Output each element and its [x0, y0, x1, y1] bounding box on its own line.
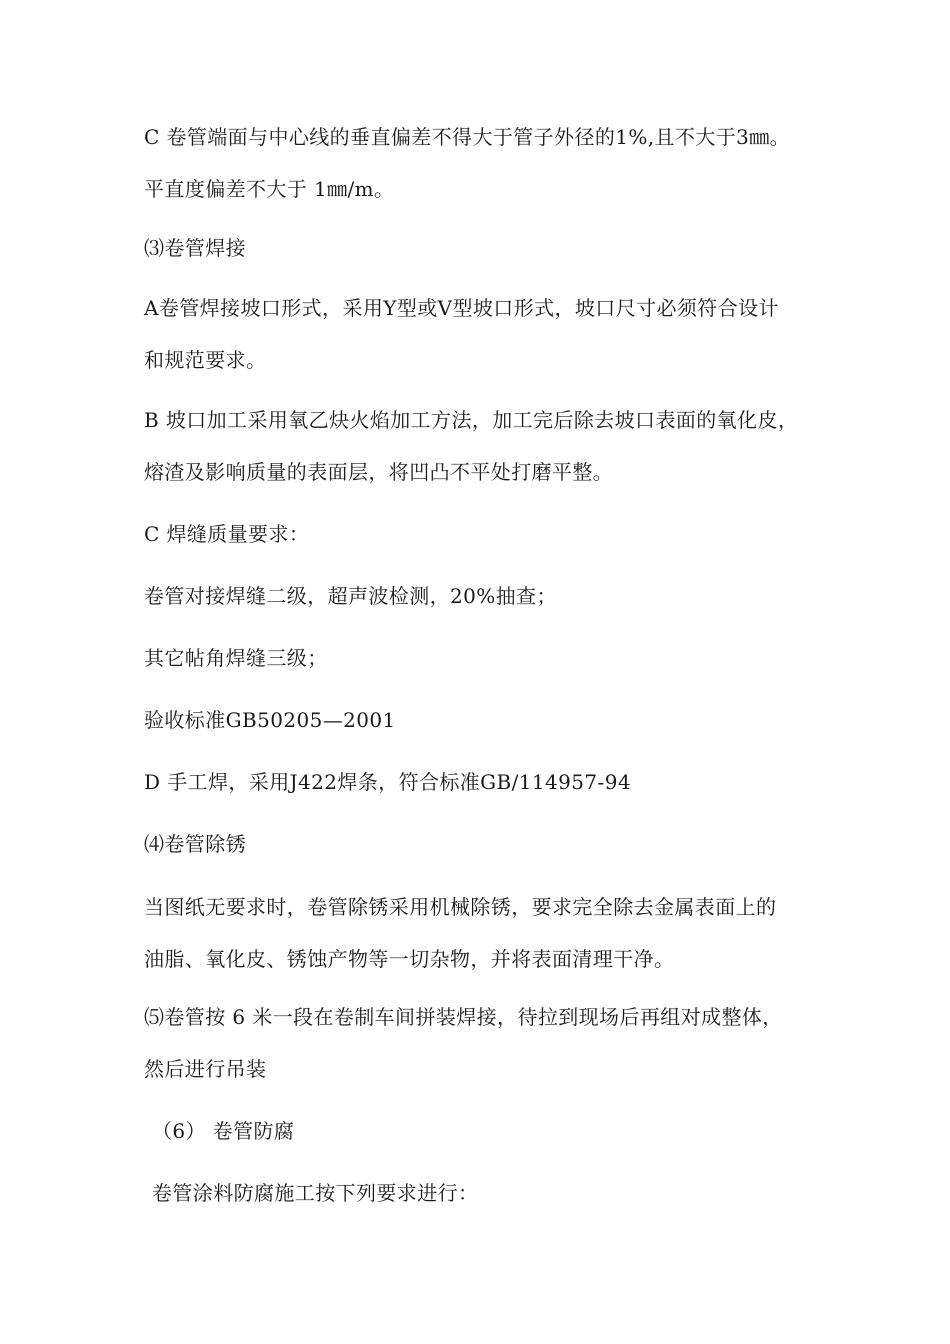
paragraph-line: C 焊缝质量要求： — [144, 522, 310, 546]
paragraph-line: 油脂、氧化皮、锈蚀产物等一切杂物，并将表面清理干净。 — [144, 947, 675, 971]
paragraph-line: 平直度偏差不大于 1㎜/m。 — [144, 177, 395, 201]
paragraph-line: 熔渣及影响质量的表面层，将凹凸不平处打磨平整。 — [144, 460, 614, 484]
paragraph-line: D 手工焊，采用J422焊条，符合标准GB/114957-94 — [144, 770, 631, 794]
paragraph-line: 卷管涂料防腐施工按下列要求进行： — [152, 1181, 479, 1205]
paragraph-line: A卷管焊接坡口形式，采用Y型或V型坡口形式，坡口尺寸必须符合设计 — [144, 296, 779, 320]
paragraph-line: C 卷管端面与中心线的垂直偏差不得大于管子外径的1%,且不大于3㎜。 — [144, 125, 791, 149]
paragraph-line: 卷管对接焊缝二级，超声波检测，20%抽查； — [144, 584, 557, 608]
paragraph-line: 其它帖角焊缝三级； — [144, 646, 328, 670]
section-heading: （6） 卷管防腐 — [152, 1119, 295, 1143]
paragraph-line: 和规范要求。 — [144, 348, 267, 372]
section-heading: ⑷卷管除锈 — [144, 832, 246, 856]
paragraph-line: 当图纸无要求时，卷管除锈采用机械除锈，要求完全除去金属表面上的 — [144, 895, 777, 919]
paragraph-line: 验收标准GB50205—2001 — [144, 708, 396, 732]
section-heading: ⑸卷管按 6 米一段在卷制车间拼装焊接，待拉到现场后再组对成整体， — [144, 1005, 783, 1029]
paragraph-line: B 坡口加工采用氧乙炔火焰加工方法，加工完后除去坡口表面的氧化皮， — [144, 408, 799, 432]
paragraph-line: 然后进行吊装 — [144, 1057, 267, 1081]
section-heading: ⑶卷管焊接 — [144, 236, 246, 260]
